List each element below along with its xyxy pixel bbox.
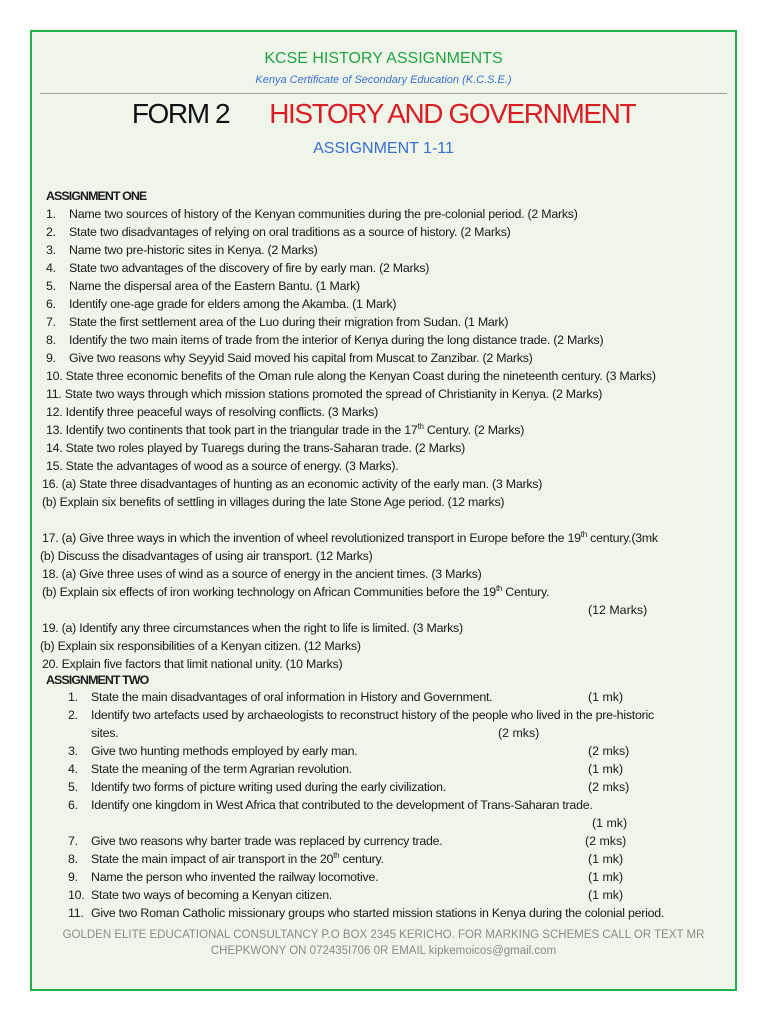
- list-item: 17. (a) Give three ways in which the invention of wheel revolutionized transport in Europe before the 19th century.(3mk: [42, 530, 658, 545]
- list-item: 13. Identify two continents that took part in the triangular trade in the 17th Century. (2 Marks): [46, 422, 525, 437]
- list-item: (b) Explain six responsibilities of a Kenyan citizen. (12 Marks): [40, 639, 361, 653]
- list-item: (b) Explain six effects of iron working technology on African Communities before the 19th Century.: [42, 584, 550, 599]
- list-item: 15. State the advantages of wood as a source of energy. (3 Marks).: [46, 459, 399, 473]
- list-item: (b) Discuss the disadvantages of using air transport. (12 Marks): [40, 549, 373, 563]
- list-item: 1. State the main disadvantages of oral information in History and Government.: [68, 690, 493, 704]
- marks-label: (2 mks): [588, 744, 630, 758]
- list-item: 5. Name the dispersal area of the Eastern Bantu. (1 Mark): [46, 279, 360, 293]
- footer-line-2: CHEPKWONY ON 072435I706 0R EMAIL kipkemoicos@gmail.com: [210, 945, 557, 957]
- list-item-continued: sites.: [91, 726, 119, 740]
- assignment-page: [30, 30, 737, 991]
- list-item: 1. Name two sources of history of the Kenyan communities during the pre-colonial period. (2 Marks): [46, 207, 578, 221]
- marks-label: (1 mk): [592, 816, 628, 830]
- footer-line-1: GOLDEN ELITE EDUCATIONAL CONSULTANCY P.O BOX 2345 KERICHO. FOR MARKING SCHEMES CALL OR TEXT MR: [62, 929, 705, 941]
- list-item: 2. State two disadvantages of relying on oral traditions as a source of history. (2 Marks): [46, 225, 511, 239]
- list-item: 14. State two roles played by Tuaregs during the trans-Saharan trade. (2 Marks): [46, 441, 465, 455]
- list-item: 12. Identify three peaceful ways of resolving conflicts. (3 Marks): [46, 405, 378, 419]
- list-item: 7. State the first settlement area of the Luo during their migration from Sudan. (1 Mark): [46, 315, 509, 329]
- list-item: 6. Identify one-age grade for elders among the Akamba. (1 Mark): [46, 297, 397, 311]
- list-item: 9. Give two reasons why Seyyid Said moved his capital from Muscat to Zanzibar. (2 Marks): [46, 351, 533, 365]
- marks-label: (1 mk): [588, 762, 624, 776]
- list-item: 3. Give two hunting methods employed by early man.: [68, 744, 358, 758]
- marks-label: (2 mks): [588, 780, 630, 794]
- list-item: 4. State the meaning of the term Agrarian revolution.: [68, 762, 352, 776]
- list-item: 8. State the main impact of air transport in the 20th century.: [68, 851, 384, 866]
- list-item: 3. Name two pre-historic sites in Kenya. (2 Marks): [46, 243, 318, 257]
- assignment-range: ASSIGNMENT 1-11: [313, 140, 454, 157]
- list-item: 16. (a) State three disadvantages of hunting as an economic activity of the early man. (3 Marks): [42, 477, 543, 491]
- list-item: 7. Give two reasons why barter trade was replaced by currency trade.: [68, 834, 443, 848]
- list-item: 10. State two ways of becoming a Kenyan citizen.: [68, 888, 333, 902]
- list-item: 9. Name the person who invented the railway locomotive.: [68, 870, 379, 884]
- header-subtitle: Kenya Certificate of Secondary Education (K.C.S.E.): [255, 74, 512, 86]
- list-item: 11. State two ways through which mission stations promoted the spread of Christianity in Kenya. (2 Marks): [46, 387, 603, 401]
- list-item: (b) Explain six benefits of settling in villages during the late Stone Age period. (12 marks): [42, 495, 505, 509]
- marks-label: (12 Marks): [588, 603, 648, 617]
- list-item: 2. Identify two artefacts used by archaeologists to reconstruct history of the people who lived in the pre-historic: [68, 708, 654, 722]
- marks-label: (1 mk): [588, 852, 624, 866]
- list-item: 11. Give two Roman Catholic missionary groups who started mission stations in Kenya during the colonial period.: [68, 906, 665, 920]
- marks-label: (2 mks): [498, 726, 540, 740]
- marks-label: (2 mks): [585, 834, 627, 848]
- list-item: 8. Identify the two main items of trade from the interior of Kenya during the long distance trade. (2 Marks): [46, 333, 604, 347]
- list-item: 10. State three economic benefits of the Oman rule along the Kenyan Coast during the nineteenth century. (3 Marks): [46, 369, 656, 383]
- marks-label: (1 mk): [588, 870, 624, 884]
- section-heading-two: ASSIGNMENT TWO: [46, 673, 149, 687]
- page-title: [32, 98, 735, 130]
- marks-label: (1 mk): [588, 888, 624, 902]
- header-divider: [40, 93, 727, 94]
- form-label: FORM 2: [131, 98, 230, 129]
- list-item: 19. (a) Identify any three circumstances when the right to life is limited. (3 Marks): [42, 621, 463, 635]
- list-item: 4. State two advantages of the discovery of fire by early man. (2 Marks): [46, 261, 430, 275]
- list-item: 5. Identify two forms of picture writing used during the early civilization.: [68, 780, 447, 794]
- footer-contact: [32, 927, 735, 959]
- header-title: KCSE HISTORY ASSIGNMENTS: [264, 50, 503, 67]
- list-item: 6. Identify one kingdom in West Africa that contributed to the development of Trans-Saharan trade.: [68, 798, 593, 812]
- list-item: 18. (a) Give three uses of wind as a source of energy in the ancient times. (3 Marks): [42, 567, 482, 581]
- marks-label: (1 mk): [588, 690, 624, 704]
- list-item: 20. Explain five factors that limit national unity. (10 Marks): [42, 657, 343, 671]
- section-heading-one: ASSIGNMENT ONE: [46, 189, 147, 203]
- subject-label: HISTORY AND GOVERNMENT: [269, 98, 636, 129]
